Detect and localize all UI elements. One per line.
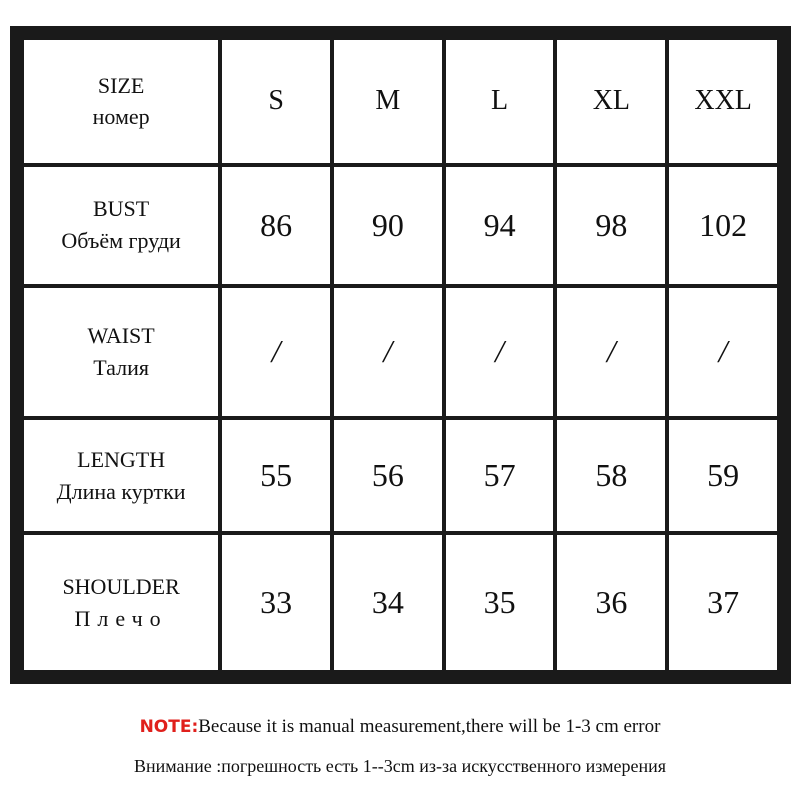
waist-value-l: / [446, 288, 554, 417]
bust-label-ru: Объём груди [61, 228, 181, 254]
waist-header-cell [24, 288, 218, 417]
bust-row [24, 167, 777, 284]
waist-value-xxl: / [669, 288, 777, 417]
note-russian: Внимание :погрешность есть 1--3cm из-за искусственного измерения [133, 756, 667, 776]
shoulder-header-cell [24, 535, 218, 670]
waist-row [24, 288, 777, 417]
shoulder-value-s: 33 [222, 535, 330, 670]
size-l: L [446, 40, 554, 163]
shoulder-label-ru: Плечо [74, 605, 168, 631]
size-chart [10, 26, 791, 684]
length-header-cell [24, 420, 218, 531]
size-label-en: SIZE [97, 72, 145, 98]
length-value-xl: 58 [557, 420, 665, 531]
size-header-cell [24, 40, 218, 163]
size-xxl: XXL [669, 40, 777, 163]
header-row [24, 40, 777, 163]
bust-value-xl: 98 [557, 167, 665, 284]
waist-label-ru: Талия [93, 354, 149, 380]
waist-label-en: WAIST [87, 323, 155, 349]
size-label-ru: номер [92, 104, 150, 130]
shoulder-value-xxl: 37 [669, 535, 777, 670]
waist-value-m: / [334, 288, 442, 417]
bust-value-l: 94 [446, 167, 554, 284]
shoulder-label-en: SHOULDER [62, 573, 180, 599]
shoulder-value-xl: 36 [557, 535, 665, 670]
bust-value-m: 90 [334, 167, 442, 284]
note-prefix: NOTE: [139, 717, 199, 737]
size-s: S [222, 40, 330, 163]
shoulder-row [24, 535, 777, 670]
note-english [0, 716, 800, 738]
shoulder-value-l: 35 [446, 535, 554, 670]
shoulder-value-m: 34 [334, 535, 442, 670]
length-value-m: 56 [334, 420, 442, 531]
length-label-ru: Длина куртки [56, 478, 186, 504]
waist-value-xl: / [557, 288, 665, 417]
length-row [24, 420, 777, 531]
size-m: M [334, 40, 442, 163]
size-xl: XL [557, 40, 665, 163]
bust-value-s: 86 [222, 167, 330, 284]
length-value-l: 57 [446, 420, 554, 531]
waist-value-s: / [222, 288, 330, 417]
bust-header-cell [24, 167, 218, 284]
length-label-en: LENGTH [77, 446, 166, 472]
length-value-xxl: 59 [669, 420, 777, 531]
length-value-s: 55 [222, 420, 330, 531]
size-table [20, 36, 781, 674]
bust-value-xxl: 102 [669, 167, 777, 284]
bust-label-en: BUST [92, 196, 150, 222]
note-english-text: Because it is manual measurement,there will be 1-3 cm error [198, 716, 661, 737]
